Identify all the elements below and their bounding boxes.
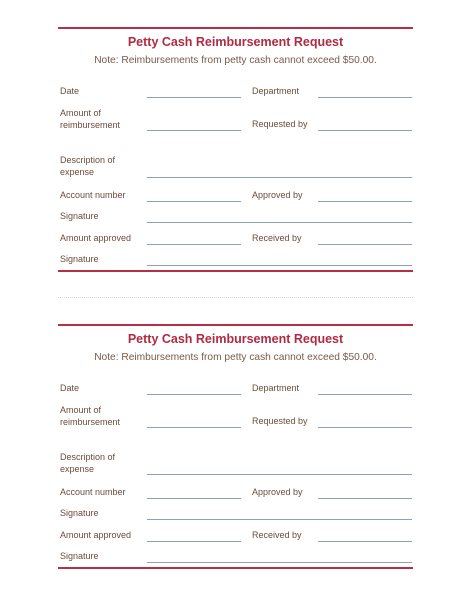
approved-by-label: Approved by: [252, 190, 303, 200]
date-field[interactable]: [147, 394, 241, 395]
requested-by-field[interactable]: [318, 130, 412, 131]
department-label: Department: [252, 86, 300, 96]
account-number-field[interactable]: [147, 201, 241, 202]
form-note: Note: Reimbursements from petty cash cannot exceed $50.00.: [94, 55, 377, 66]
form-title: Petty Cash Reimbursement Request: [127, 35, 344, 49]
account-number-label: Account number: [60, 487, 126, 497]
approved-by-field[interactable]: [318, 498, 412, 499]
reimbursement-form-1: [58, 0, 413, 300]
description-of-expense-field[interactable]: [147, 177, 412, 178]
amount-approved-field[interactable]: [147, 541, 241, 542]
amount-of-reimbursement-label: Amount of reimbursement: [60, 108, 121, 130]
form-title: Petty Cash Reimbursement Request: [127, 332, 344, 346]
requested-by-field[interactable]: [318, 427, 412, 428]
signature-label: Signature: [60, 211, 99, 221]
amount-approved-field[interactable]: [147, 244, 241, 245]
department-label: Department: [252, 383, 300, 393]
top-rule: [58, 324, 413, 326]
reimbursement-form-2: [58, 297, 413, 597]
amount-of-reimbursement-field[interactable]: [147, 427, 241, 428]
signature-received-label: Signature: [60, 551, 99, 561]
amount-of-reimbursement-label: Amount of reimbursement: [60, 405, 121, 427]
top-rule: [58, 27, 413, 29]
bottom-rule: [58, 270, 413, 272]
signature-received-label: Signature: [60, 254, 99, 264]
requested-by-label: Requested by: [252, 119, 308, 129]
department-field[interactable]: [318, 97, 412, 98]
description-of-expense-label: Description of expense: [60, 452, 116, 474]
bottom-rule: [58, 567, 413, 569]
signature-label: Signature: [60, 508, 99, 518]
description-of-expense-label: Description of expense: [60, 155, 116, 177]
date-label: Date: [60, 86, 80, 96]
form-note: Note: Reimbursements from petty cash cannot exceed $50.00.: [94, 352, 377, 363]
approved-by-field[interactable]: [318, 201, 412, 202]
account-number-field[interactable]: [147, 498, 241, 499]
amount-approved-label: Amount approved: [60, 233, 132, 243]
requested-by-label: Requested by: [252, 416, 308, 426]
date-field[interactable]: [147, 97, 241, 98]
signature-received-field[interactable]: [147, 562, 412, 563]
date-label: Date: [60, 383, 80, 393]
amount-of-reimbursement-field[interactable]: [147, 130, 241, 131]
signature-field[interactable]: [147, 222, 412, 223]
signature-field[interactable]: [147, 519, 412, 520]
signature-received-field[interactable]: [147, 265, 412, 266]
amount-approved-label: Amount approved: [60, 530, 132, 540]
account-number-label: Account number: [60, 190, 126, 200]
approved-by-label: Approved by: [252, 487, 303, 497]
department-field[interactable]: [318, 394, 412, 395]
received-by-field[interactable]: [318, 244, 412, 245]
received-by-label: Received by: [252, 233, 302, 243]
received-by-label: Received by: [252, 530, 302, 540]
received-by-field[interactable]: [318, 541, 412, 542]
description-of-expense-field[interactable]: [147, 474, 412, 475]
